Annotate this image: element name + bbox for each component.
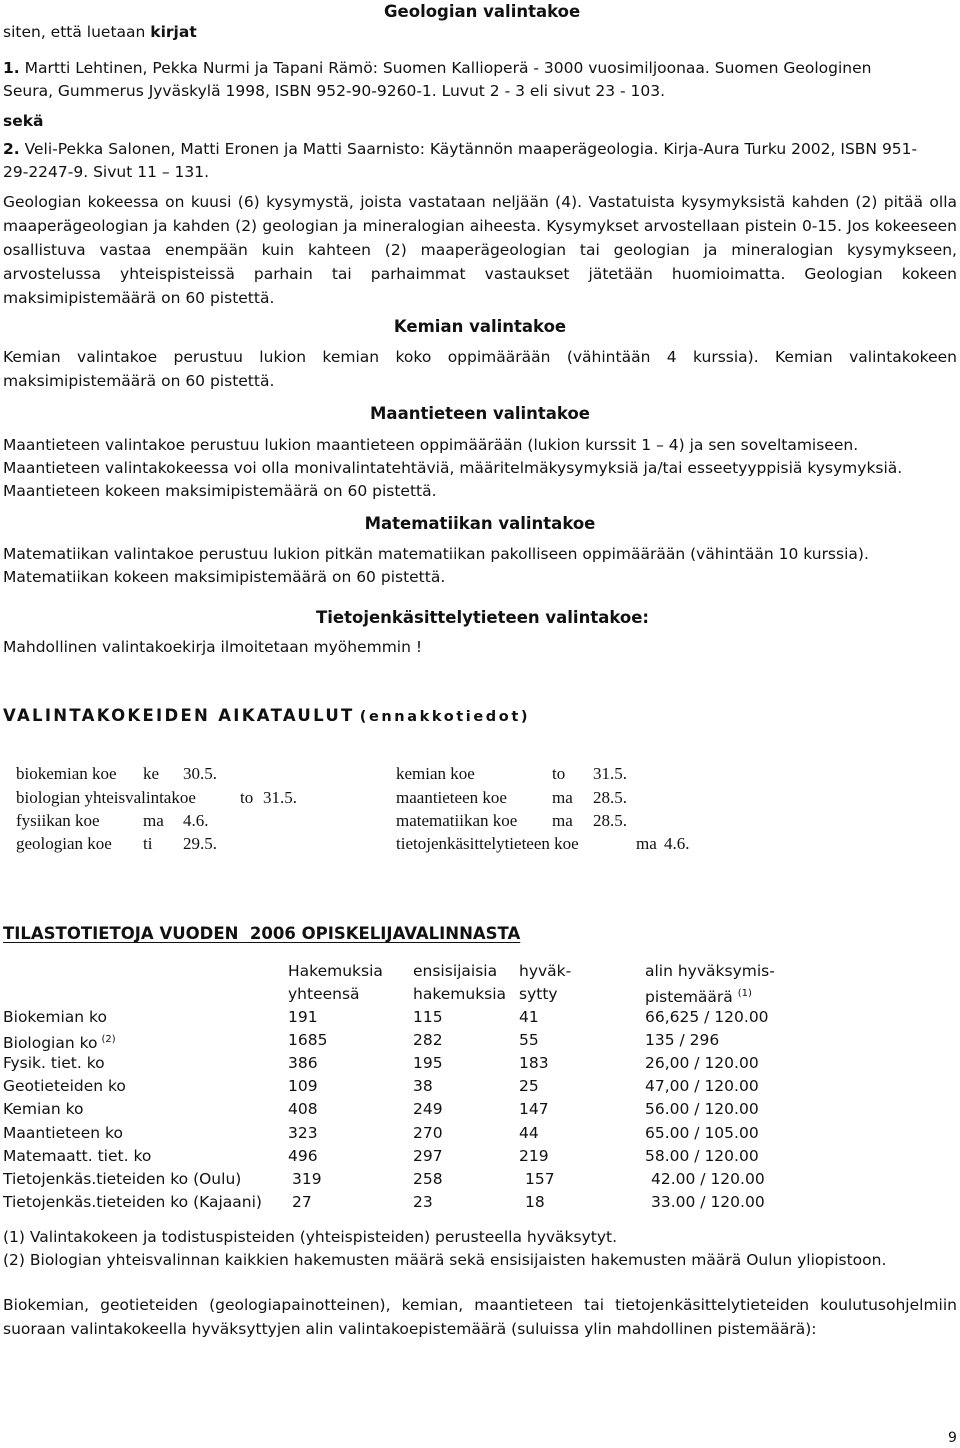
cell-hyvaksytty: 25 [519, 1077, 539, 1095]
stats-header-c2-l1: ensisijaisia [413, 962, 498, 980]
table-row [0, 1005, 960, 1028]
schedule-left-label-1: biologian yhteisvalintakoe [16, 788, 196, 807]
schedule-left-label-0: biokemian koe [16, 764, 117, 783]
cell-ensisijaisia: 23 [413, 1193, 433, 1211]
cs-line: Mahdollinen valintakoekirja ilmoitetaan myöhemmin ! [3, 638, 423, 656]
cell-hakemuksia: 27 [292, 1193, 312, 1211]
table-row [0, 1121, 960, 1144]
cell-pisteet: 26,00 / 120.00 [645, 1054, 759, 1072]
cell-hakemuksia: 323 [288, 1124, 318, 1142]
cell-hyvaksytty: 41 [519, 1008, 539, 1026]
stats-header-c4-l1: alin hyväksymis- [645, 962, 775, 980]
cell-pisteet: 135 / 296 [645, 1031, 720, 1049]
mathematics-line-1: Matematiikan valintakoe perustuu lukion pitkän matematiikan pakolliseen oppimäärään (vähintään 10 kurssia). [3, 545, 869, 563]
row-label [3, 1190, 262, 1214]
cell-hyvaksytty: 55 [519, 1031, 539, 1049]
cell-hakemuksia: 191 [288, 1008, 318, 1026]
table-row [0, 1144, 960, 1167]
schedule-left-day-0: ke [143, 764, 160, 783]
geography-line-1: Maantieteen valintakoe perustuu lukion maantieteen oppimäärään (lukion kurssit 1 – 4) ja sen soveltamiseen. [3, 436, 859, 454]
table-row [0, 1097, 960, 1120]
cell-hakemuksia: 496 [288, 1147, 318, 1165]
row-label-text: Biokemian ko [3, 1008, 107, 1026]
row-label-text: Tietojenkäs.tieteiden ko (Kajaani) [3, 1193, 262, 1211]
cell-ensisijaisia: 270 [413, 1124, 443, 1142]
geography-heading: Maantieteen valintakoe [370, 404, 590, 423]
row-label [3, 1121, 123, 1145]
schedule-left-label-3: geologian koe [16, 834, 112, 853]
cell-pisteet: 47,00 / 120.00 [645, 1077, 759, 1095]
row-label-text: Geotieteiden ko [3, 1077, 126, 1095]
schedule-right-date-3: 4.6. [664, 834, 690, 853]
chemistry-paragraph: Kemian valintakoe perustuu lukion kemian koko oppimäärään (vähintään 4 kurssia). Kemian valintakokeen maksimipistemäärä on 60 pistettä. [3, 348, 957, 390]
cell-pisteet: 58.00 / 120.00 [645, 1147, 759, 1165]
cell-ensisijaisia: 258 [413, 1170, 443, 1188]
cell-pisteet: 65.00 / 105.00 [645, 1124, 759, 1142]
seka-label: sekä [3, 112, 44, 130]
table-row [0, 1051, 960, 1074]
stats-header-c1-l1: Hakemuksia [288, 962, 383, 980]
schedule-right-date-0: 31.5. [593, 764, 627, 783]
book-item-2-line-1 [3, 137, 917, 161]
schedule-right-day-0: to [552, 764, 566, 783]
cell-pisteet: 33.00 / 120.00 [651, 1193, 765, 1211]
geography-line-3: Maantieteen kokeen maksimipistemäärä on 60 pistettä. [3, 482, 437, 500]
cell-ensisijaisia: 282 [413, 1031, 443, 1049]
row-label-text: Fysik. tiet. ko [3, 1054, 105, 1072]
mathematics-heading: Matematiikan valintakoe [364, 514, 596, 533]
intro-lead-bold: kirjat [150, 23, 197, 41]
schedule-right-day-3: ma [636, 834, 657, 853]
schedule-left-day-2: ma [143, 811, 164, 830]
book-item-1-line-2: Seura, Gummerus Jyväskylä 1998, ISBN 952-90-9260-1. Luvut 2 - 3 eli sivut 23 - 103. [3, 82, 666, 100]
schedule-left-label-2: fysiikan koe [16, 811, 100, 830]
schedule-right-date-1: 28.5. [593, 788, 627, 807]
cell-hakemuksia: 408 [288, 1100, 318, 1118]
schedule-right-day-2: ma [552, 811, 573, 830]
row-label [3, 1005, 107, 1029]
cell-ensisijaisia: 297 [413, 1147, 443, 1165]
row-label [3, 1144, 151, 1168]
stats-note-1: (1) Valintakokeen ja todistuspisteiden (yhteispisteiden) perusteella hyväksytyt. [3, 1228, 618, 1246]
stats-header-c3-l2: sytty [519, 985, 558, 1003]
schedule-left-date-1: 31.5. [263, 788, 297, 807]
closing-paragraph: Biokemian, geotieteiden (geologiapainotteinen), kemian, maantieteen tai tietojenkäsittelytieteiden koulutusohjelmiin suoraan valintakokeella hyväksyttyjen alin valintakoepistemäärä (suluissa ylin mahdollinen pistemäärä): [3, 1296, 957, 1338]
cs-heading: Tietojenkäsittelytieteen valintakoe: [316, 608, 649, 627]
book-item-1-line-1 [3, 56, 871, 80]
cell-hakemuksia: 386 [288, 1054, 318, 1072]
row-label-text: Kemian ko [3, 1100, 84, 1118]
geology-paragraph: Geologian kokeessa on kuusi (6) kysymystä, joista vastataan neljään (4). Vastatuista kysymyksistä kahden (2) pitää olla maaperägeologian ja kahden (2) geologian ja mineralogian aiheesta. Kysymykset arvostellaan pistein 0-15. Jos kokeeseen osallistuva vastaa enempään kuin kahteen (2) maaperägeologian tai geologian ja mineralogian kysymykseen, arvostelussa yhteispisteissä parhain tai parhaimmat vastaukset jätetään huomioimatta. Geologian kokeen maksimipistemäärä on 60 pistettä. [3, 193, 957, 307]
book-item-1-number: 1. [3, 59, 20, 77]
row-label-sup: (2) [101, 1034, 116, 1045]
cell-hyvaksytty: 219 [519, 1147, 549, 1165]
schedule-left-date-0: 30.5. [183, 764, 217, 783]
table-row [0, 1074, 960, 1097]
schedule-title-line [3, 704, 530, 729]
row-label [3, 1097, 84, 1121]
stats-title: TILASTOTIETOJA VUODEN 2006 OPISKELIJAVALINNASTA [3, 924, 521, 943]
row-label-text: Tietojenkäs.tieteiden ko (Oulu) [3, 1170, 242, 1188]
schedule-right-label-3: tietojenkäsittelytieteen koe [396, 834, 579, 853]
row-label [3, 1167, 241, 1191]
cell-pisteet: 42.00 / 120.00 [651, 1170, 765, 1188]
intro-lead-line [3, 20, 197, 44]
cell-hyvaksytty: 44 [519, 1124, 539, 1142]
row-label-text: Maantieteen ko [3, 1124, 123, 1142]
cell-ensisijaisia: 195 [413, 1054, 443, 1072]
schedule-right-label-0: kemian koe [396, 764, 475, 783]
schedule-right-date-2: 28.5. [593, 811, 627, 830]
cell-hyvaksytty: 147 [519, 1100, 549, 1118]
table-row [0, 1167, 960, 1190]
cell-hakemuksia: 319 [292, 1170, 322, 1188]
cell-ensisijaisia: 115 [413, 1008, 443, 1026]
stats-header-c3-l1: hyväk- [519, 962, 572, 980]
row-label-text: Biologian ko [3, 1034, 98, 1053]
row-label [3, 1074, 126, 1098]
cell-pisteet: 66,625 / 120.00 [645, 1008, 769, 1026]
geology-heading: Geologian valintakoe [384, 2, 581, 21]
stats-header-c4-text: pistemäärä [645, 988, 733, 1007]
schedule-left-date-2: 4.6. [183, 811, 209, 830]
page-number: 9 [948, 1430, 957, 1446]
schedule-right-label-1: maantieteen koe [396, 788, 507, 807]
stats-header-c4-sup: (1) [737, 988, 752, 999]
schedule-left-day-1: to [240, 788, 254, 807]
book-item-1-text: Martti Lehtinen, Pekka Nurmi ja Tapani Rämö: Suomen Kallioperä - 3000 vuosimiljoonaa. Suomen Geologinen [24, 59, 872, 77]
cell-ensisijaisia: 38 [413, 1077, 433, 1095]
cell-hyvaksytty: 157 [525, 1170, 555, 1188]
intro-lead-text: siten, että luetaan [3, 23, 146, 41]
row-label [3, 1051, 105, 1075]
stats-header-c1-l2: yhteensä [288, 985, 360, 1003]
chemistry-heading: Kemian valintakoe [393, 317, 567, 336]
schedule-right-label-2: matematiikan koe [396, 811, 518, 830]
book-item-2-number: 2. [3, 140, 20, 158]
table-row [0, 1190, 960, 1213]
book-item-2-text: Veli-Pekka Salonen, Matti Eronen ja Matti Saarnisto: Käytännön maaperägeologia. Kirja-Aura Turku 2002, ISBN 951- [24, 140, 918, 158]
cell-hyvaksytty: 183 [519, 1054, 549, 1072]
cell-hyvaksytty: 18 [525, 1193, 545, 1211]
schedule-left-day-3: ti [143, 834, 153, 853]
geography-line-2: Maantieteen valintakokeessa voi olla monivalintatehtäviä, määritelmäkysymyksiä ja/tai esseetyyppisiä kysymyksiä. [3, 459, 903, 477]
table-row [0, 1028, 960, 1051]
mathematics-line-2: Matematiikan kokeen maksimipistemäärä on 60 pistettä. [3, 568, 446, 586]
cell-pisteet: 56.00 / 120.00 [645, 1100, 759, 1118]
schedule-title: VALINTAKOKEIDEN AIKATAULUT [3, 706, 355, 725]
schedule-subtitle: (ennakkotiedot) [359, 709, 531, 725]
schedule-right-day-1: ma [552, 788, 573, 807]
cell-ensisijaisia: 249 [413, 1100, 443, 1118]
cell-hakemuksia: 109 [288, 1077, 318, 1095]
stats-note-2: (2) Biologian yhteisvalinnan kaikkien hakemusten määrä sekä ensisijaisten hakemusten määrä Oulun yliopistoon. [3, 1251, 887, 1269]
book-item-2-line-2: 29-2247-9. Sivut 11 – 131. [3, 163, 210, 181]
cell-hakemuksia: 1685 [288, 1031, 328, 1049]
schedule-left-date-3: 29.5. [183, 834, 217, 853]
row-label-text: Matemaatt. tiet. ko [3, 1147, 152, 1165]
stats-header-c2-l2: hakemuksia [413, 985, 507, 1003]
